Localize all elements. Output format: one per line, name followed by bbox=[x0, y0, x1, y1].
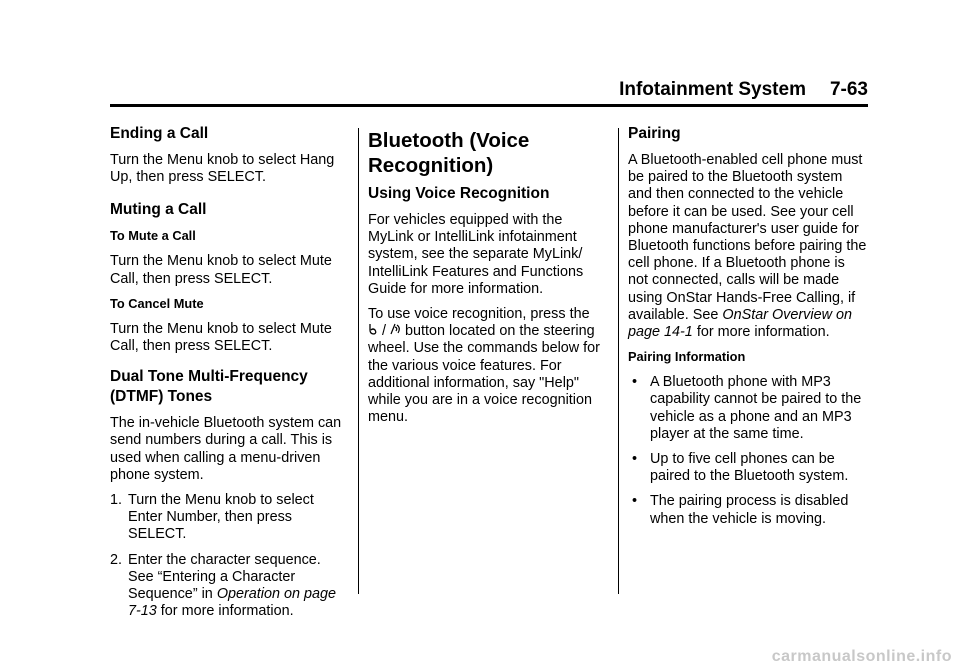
list-item bbox=[628, 374, 868, 443]
header-rule bbox=[110, 104, 868, 107]
pairing-heading: Pairing bbox=[628, 125, 681, 142]
icon-separator: / bbox=[382, 323, 386, 340]
mute-call-text: Turn the Menu knob to select Mute Call, then press SELECT. bbox=[110, 253, 332, 287]
watermark: carmanualsonline.info bbox=[771, 648, 952, 665]
list-item bbox=[110, 492, 350, 544]
bullet-text: The pairing process is disabled when the vehicle is moving. bbox=[650, 493, 849, 527]
push-to-talk-icon bbox=[368, 324, 378, 338]
dtmf-text: The in-vehicle Bluetooth system can send numbers during a call. This is used when calling a menu-driven phone system. bbox=[110, 415, 342, 483]
ending-call-heading: Ending a Call bbox=[110, 125, 209, 142]
onstar-link[interactable]: OnStar Overview on page 14-1 bbox=[628, 306, 852, 341]
bluetooth-voice-heading: Bluetooth (Voice Recognition) bbox=[368, 129, 530, 177]
list-number: 2. bbox=[110, 551, 123, 568]
column-2 bbox=[368, 124, 610, 434]
column-divider-2 bbox=[618, 128, 619, 594]
using-voice-heading: Using Voice Recognition bbox=[368, 185, 550, 202]
bullet-icon: • bbox=[632, 451, 638, 468]
list-item bbox=[628, 451, 868, 485]
page-header bbox=[110, 78, 868, 102]
dtmf-heading: Dual Tone Multi-Frequency (DTMF) Tones bbox=[110, 368, 308, 406]
pairing-text bbox=[628, 152, 868, 341]
pairing-text-end: for more information. bbox=[692, 324, 830, 341]
column-3 bbox=[628, 124, 868, 536]
column-1 bbox=[110, 124, 350, 628]
list-text-end: for more information. bbox=[156, 603, 294, 620]
voice-usage-start: To use voice recognition, press the bbox=[368, 306, 590, 323]
bullet-text: Up to five cell phones can be paired to the Bluetooth system. bbox=[650, 451, 849, 485]
column-divider-1 bbox=[358, 128, 359, 594]
mute-call-subheading: To Mute a Call bbox=[110, 228, 196, 244]
pairing-info-subheading: Pairing Information bbox=[628, 349, 746, 365]
list-text: Enter the character sequence. See “Entering a Character Sequence” in bbox=[128, 551, 321, 603]
list-item bbox=[110, 552, 350, 621]
voice-intro-text: For vehicles equipped with the MyLink or IntelliLink infotainment system, see the separate MyLink/ IntelliLink Features and Functions Guide for more information. bbox=[368, 212, 584, 297]
ending-call-text: Turn the Menu knob to select Hang Up, then press SELECT. bbox=[110, 152, 335, 186]
list-item bbox=[628, 493, 868, 527]
section-title: Infotainment System bbox=[619, 79, 806, 100]
list-text: Turn the Menu knob to select Enter Number, then press SELECT. bbox=[128, 492, 314, 543]
cross-reference-link[interactable]: Operation on page 7-13 bbox=[128, 586, 337, 620]
cancel-mute-text: Turn the Menu knob to select Mute Call, then press SELECT. bbox=[110, 320, 332, 355]
voice-command-icon bbox=[390, 324, 401, 338]
bullet-icon: • bbox=[632, 374, 638, 391]
muting-call-heading: Muting a Call bbox=[110, 201, 207, 219]
list-number: 1. bbox=[110, 492, 123, 509]
bullet-text: A Bluetooth phone with MP3 capability cannot be paired to the vehicle as a phone and an MP3 player at the same time. bbox=[650, 374, 862, 442]
page-number: 7-63 bbox=[829, 79, 868, 100]
bullet-icon: • bbox=[632, 493, 638, 510]
voice-usage-text bbox=[368, 306, 610, 426]
cancel-mute-subheading: To Cancel Mute bbox=[110, 295, 204, 311]
pairing-text-start: A Bluetooth-enabled cell phone must be paired to the Bluetooth system and then connected to the vehicle before it can be used. See your cell phone manufacturer's user guide for Bluetooth functions before pairing the cell phone. If a Bluetooth phone is not connected, calls will be made using OnStar Hands-Free Calling, if available. See bbox=[628, 152, 867, 323]
voice-usage-end: button located on the steering wheel. Use the commands below for the various voice features. For additional information, say "Help" while you are in a voice recognition menu. bbox=[368, 323, 600, 426]
